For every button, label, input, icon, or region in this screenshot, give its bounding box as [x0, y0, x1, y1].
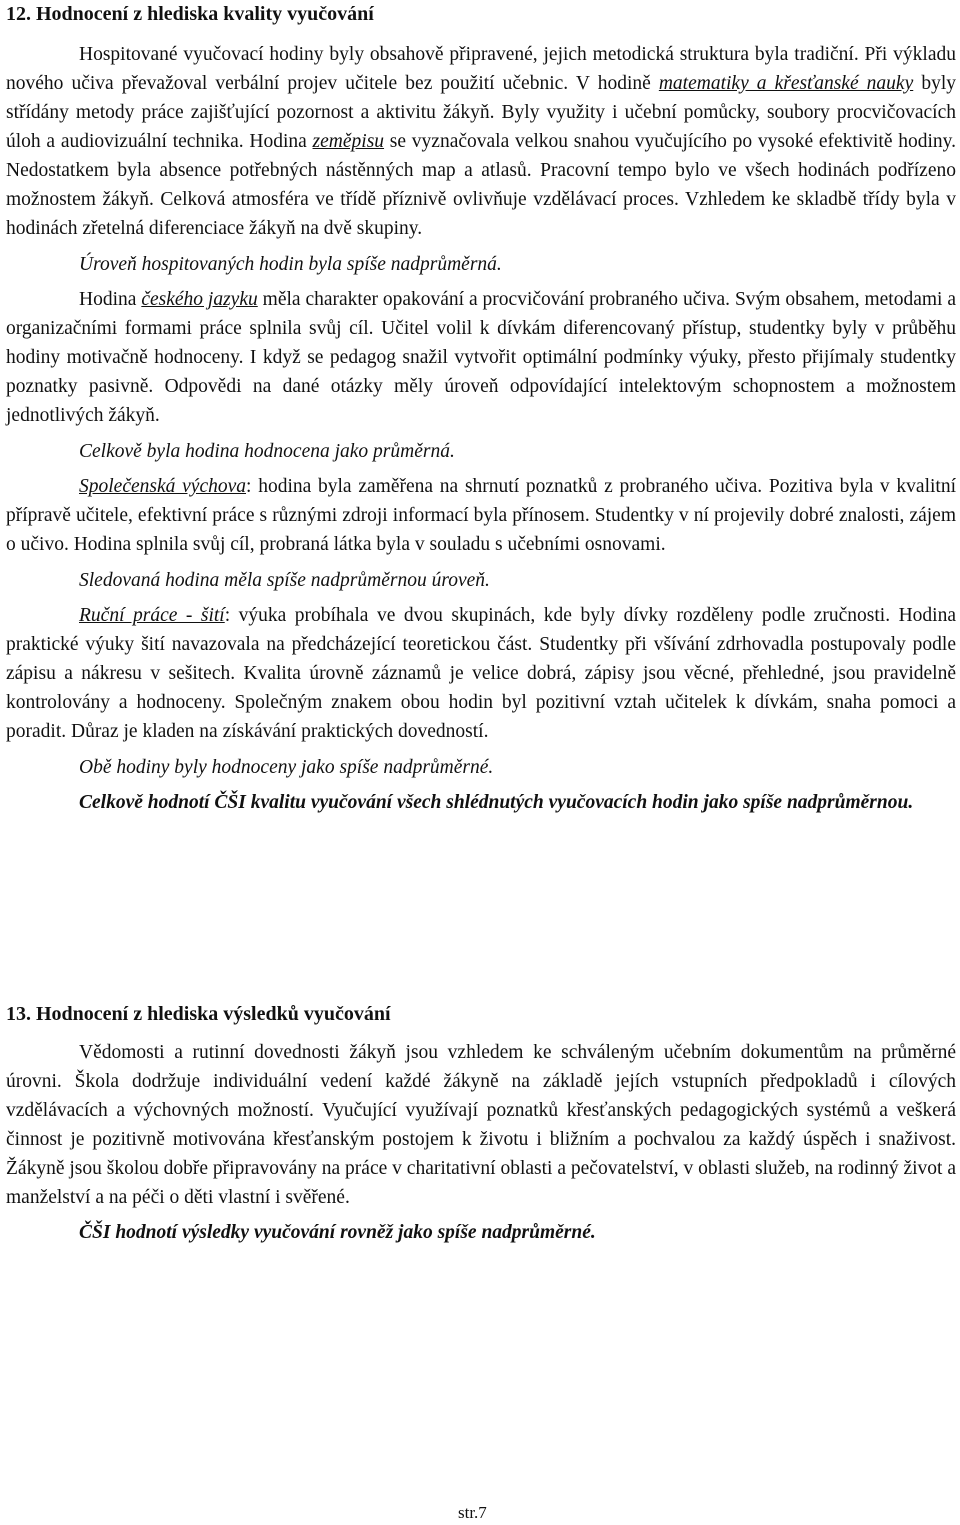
section-12-paragraph-1	[6, 40, 956, 243]
section-13-conclusion: ČŠI hodnotí výsledky vyučování rovněž jako spíše nadprůměrné.	[79, 1222, 596, 1243]
subject-handwork: Ruční práce - šití	[79, 605, 225, 626]
section-12-paragraph-2	[6, 285, 956, 430]
text-run: měla charakter opakování a procvičování probraného učiva. Svým obsahem, metodami a organizačními formami práce splnila svůj cíl. Učitel volil k dívkám diferencovaný přístup, studentky byly v průběhu hodiny motivačně hodnoceny. I když se pedagog snažil vytvořit optimální podmínky výuky, přesto přijímaly studentky poznatky pasivně. Odpovědi na dané otázky měly úroveň odpovídající intelektovým schopnostem a možnostem jednotlivých žákyň.	[6, 289, 957, 426]
subject-social-education: Společenská výchova	[79, 476, 247, 497]
text-run: : výuka probíhala ve dvou skupinách, kde byly dívky rozděleny podle zručnosti. Hodina praktické výuky šití navazovala na předcházející teoretickou část. Studentky při všívání zdrhovadla postupovaly podle zápisu a nákresu v sešitech. Kvalita úrovně záznamů je velice dobrá, zápisy jsou věcné, přehledné, jsou pravidelně kontrolovány a hodnoceny. Společným znakem obou hodin byl pozitivní vztah učitelek k dívkám, snaha pomoci a poradit. Důraz je kladen na získávání praktických dovedností.	[6, 605, 957, 742]
text-run: Hodina	[79, 289, 142, 310]
page-number: str.7	[458, 1503, 487, 1522]
summary-3: Sledovaná hodina měla spíše nadprůměrnou úroveň.	[79, 570, 490, 591]
subject-math-religion: matematiky a křesťanské nauky	[658, 73, 914, 94]
text-run: se vyznačovala velkou snahou vyučujícího po vysoké efektivitě hodiny. Nedostatkem byla absence potřebných nástěnných map a atlasů. Pracovní tempo bylo ve všech hodinách podřízeno možnostem žákyň. Celková atmosféra ve třídě příznivě ovlivňuje vzdělávací proces. Vzhledem ke skladbě třídy byla v hodinách zřetelná diferenciace žákyň na dvě skupiny.	[6, 131, 957, 239]
summary-2: Celkově byla hodina hodnocena jako průměrná.	[79, 441, 455, 462]
section-12-heading: 12. Hodnocení z hlediska kvality vyučování	[6, 3, 374, 25]
text-run: : hodina byla zaměřena na shrnutí poznatků z probraného učiva. Pozitiva byla v kvalitní přípravě učitele, efektivní práce s různými zdroji informací byla přínosem. Studentky v ní projevily dobré znalosti, zájem o učivo. Hodina splnila svůj cíl, probraná látka byla v souladu s učebními osnovami.	[6, 476, 957, 555]
subject-geography: zeměpisu	[312, 131, 385, 152]
section-12-conclusion: Celkově hodnotí ČŠI kvalitu vyučování všech shlédnutých vyučovacích hodin jako spíše nadprůměrnou.	[79, 792, 914, 813]
summary-4: Obě hodiny byly hodnoceny jako spíše nadprůměrné.	[79, 757, 494, 778]
summary-1: Úroveň hospitovaných hodin byla spíše nadprůměrná.	[79, 254, 502, 275]
subject-czech: českého jazyku	[141, 289, 258, 310]
section-13-heading: 13. Hodnocení z hlediska výsledků vyučování	[6, 1003, 391, 1025]
text-run: byly střídány metody práce zajišťující pozornost a aktivitu žákyň. Byly využity i učební pomůcky, soubory procvičovacích úloh a audiovizuální technika. Hodina	[6, 73, 956, 152]
text-run: Hospitované vyučovací hodiny byly obsahově připravené, jejich metodická struktura byla tradiční. Při výkladu nového učiva převažoval verbální projev učitele bez použití učebnic. V hodině	[6, 44, 956, 94]
section-12-paragraph-4	[6, 601, 956, 746]
section-12-paragraph-3	[6, 472, 956, 559]
section-13-paragraph-1: Vědomosti a rutinní dovednosti žákyň jsou vzhledem ke schváleným učebním dokumentům na průměrné úrovni. Škola dodržuje individuální vedení každé žákyně na základě jejích vstupních předpokladů i cílových vzdělávacích a výchovných možností. Vyučující využívají poznatků křesťanských pedagogických systémů a veškerá činnost je pozitivně motivována křesťanským postojem k životu i bližním a pochvalou za každý úspěch i snaživost. Žákyně jsou školou dobře připravovány na práce v charitativní oblasti a pečovatelství, v oblasti služeb, na rodinný život a manželství a na péči o děti vlastní i svěřené.	[6, 1042, 956, 1208]
